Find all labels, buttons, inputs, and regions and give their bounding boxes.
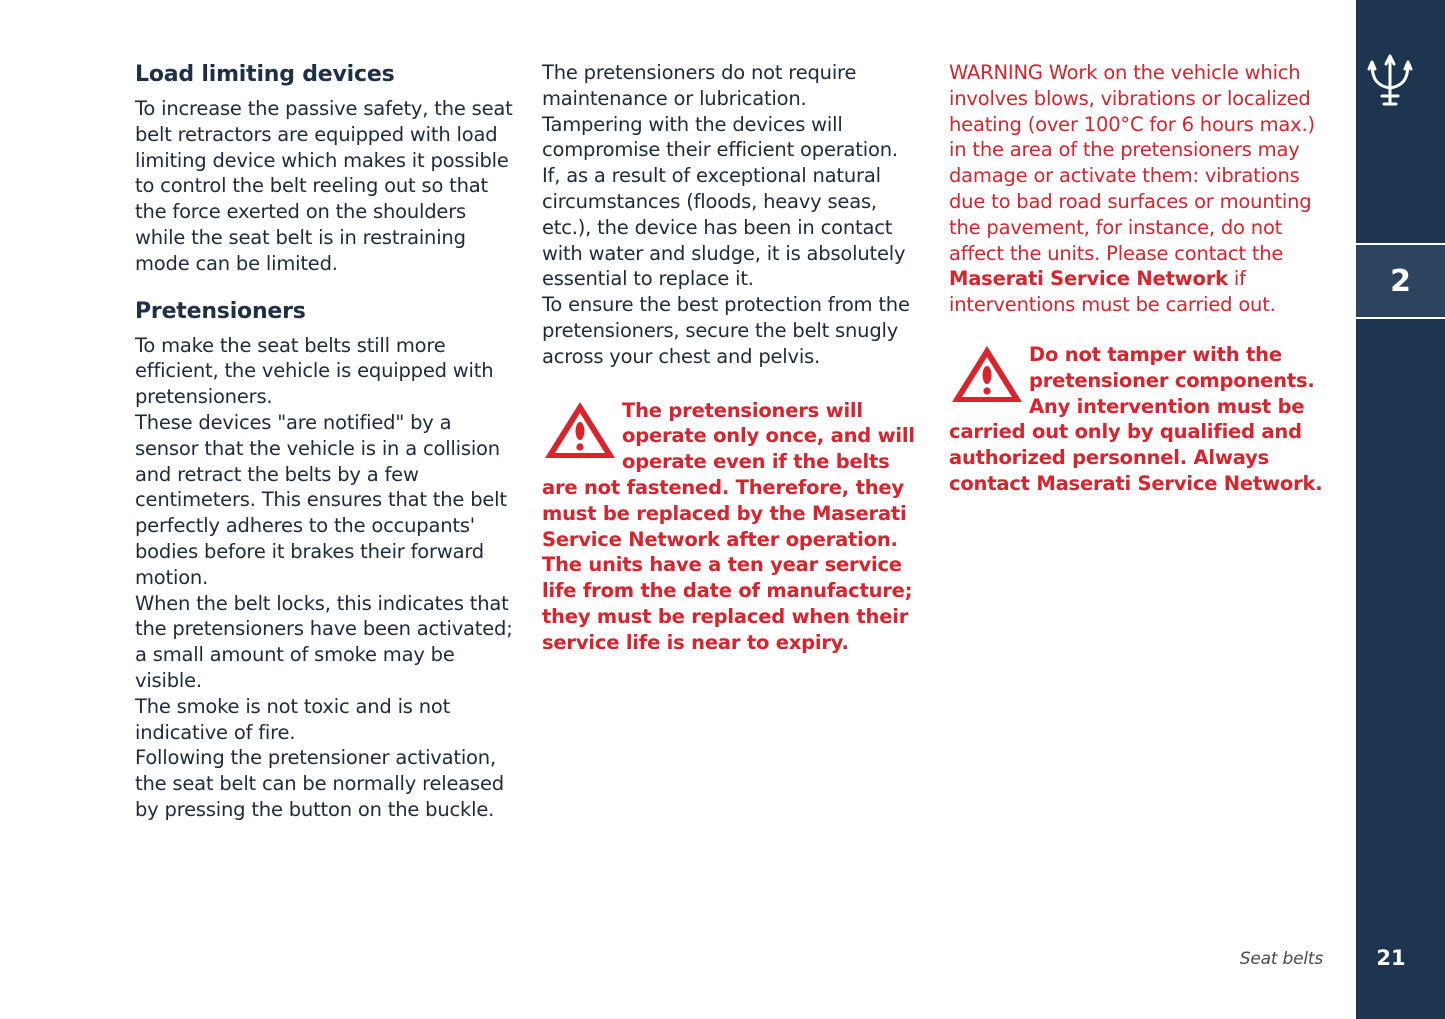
pretensioners-text-1: To make the seat belts still more efficient, the vehicle is equipped with pretensioners. xyxy=(135,333,494,409)
maintenance-text: The pretensioners do not require maintenance or lubrication. xyxy=(542,61,857,110)
column-1 xyxy=(135,60,520,823)
pretensioners-text-5: Following the pretensioner activation, the seat belt can be normally released by pressing the button on the buckle. xyxy=(135,746,504,821)
warning-operation-text: The pretensioners will operate only once, and will operate even if the belts are not fastened. Therefore, they must be replaced by the Maserati Service Network after operation. The units have a ten year service life from the date of manufacture; they must be replaced when their service life is near to expiry. xyxy=(542,398,915,654)
load-limiting-text: To increase the passive safety, the seat belt retractors are equipped with load limiting device which makes it possible to control the belt reeling out so that the force exerted on the shoulders while the seat belt is in restraining mode can be limited. xyxy=(135,97,513,275)
column-3 xyxy=(949,60,1334,497)
warning-block-tamper xyxy=(949,342,1334,497)
heading-pretensioners: Pretensioners xyxy=(135,298,306,324)
caution-tamper-text: Do not tamper with the pretensioner components. Any intervention must be carried out only by qualified and authorized personnel. Always contact Maserati Service Network. xyxy=(949,342,1323,495)
chapter-sidebar xyxy=(1356,0,1445,1019)
warning-vehicle-text xyxy=(949,60,1334,318)
tampering-text: Tampering with the devices will compromise their efficient operation. xyxy=(542,112,898,162)
warning-triangle-icon xyxy=(542,398,618,462)
section-footer: Seat belts xyxy=(1239,949,1323,969)
natural-circumstances-text: If, as a result of exceptional natural circumstances (floods, heavy seas, etc.), the device has been in contact with water and sludge, it is absolutely essential to replace it. xyxy=(542,164,906,291)
heading-load-limiting: Load limiting devices xyxy=(135,62,395,87)
service-network-name: Maserati Service Network xyxy=(949,267,1228,291)
warning-tail: if interventions must be carried out. xyxy=(949,267,1276,317)
chapter-tab[interactable]: 2 xyxy=(1356,243,1445,319)
protection-text: To ensure the best protection from the pretensioners, secure the belt snugly across your chest and pelvis. xyxy=(542,293,910,368)
pretensioners-text-4: The smoke is not toxic and is not indicative of fire. xyxy=(135,694,451,744)
warning-body: Work on the vehicle which involves blows, vibrations or localized heating (over 100°C for 6 hours max.) in the area of the pretensioners may damage or activate them: vibrations due to bad road surfaces or mounting the pavement, for instance, do not affect the units. Please contact the xyxy=(949,61,1315,265)
pretensioners-text-3: When the belt locks, this indicates that the pretensioners have been activated; a small amount of smoke may be visible. xyxy=(135,591,513,692)
page-number: 21 xyxy=(1376,946,1406,970)
trident-logo-icon xyxy=(1366,52,1414,112)
column-2 xyxy=(542,60,927,656)
pretensioners-text-2: These devices "are notified" by a sensor that the vehicle is in a collision and retract the belts by a few centimeters. This ensures that the belt perfectly adheres to the occupants' bodies before it brakes their forward motion. xyxy=(135,410,507,589)
warning-label: WARNING xyxy=(949,61,1043,84)
warning-triangle-icon xyxy=(949,342,1025,406)
warning-block-operation xyxy=(542,398,927,656)
